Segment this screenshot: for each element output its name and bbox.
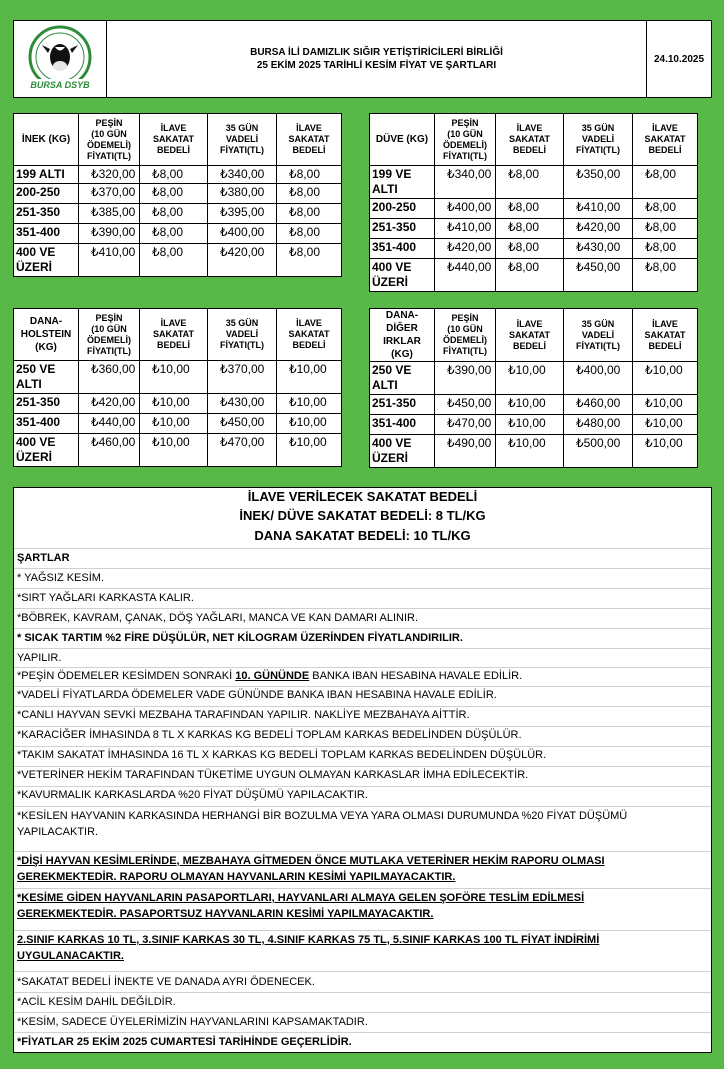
title-line-1: BURSA İLİ DAMIZLIK SIĞIR YETİŞTİRİCİLERİ BİRLİĞİ [250, 47, 503, 58]
weight-range-cell: 200-250 [370, 199, 435, 219]
duve-price-table [369, 113, 698, 292]
condition-item: *KARACİĞER İMHASINDA 8 TL X KARKAS KG BEDELİ TOPLAM KARKAS BEDELİNDEN DÜŞÜLÜR. [17, 729, 522, 741]
column-header: 35 GÜN VADELİ FİYATI(TL) [208, 114, 277, 166]
price-cell: ₺8,00 [633, 166, 698, 199]
price-cell: ₺10,00 [140, 414, 208, 434]
weight-range-cell: 351-400 [14, 224, 79, 244]
price-cell: ₺10,00 [633, 435, 698, 468]
price-cell: ₺390,00 [79, 224, 140, 244]
price-cell: ₺8,00 [140, 224, 208, 244]
table-row [14, 394, 342, 414]
price-cell: ₺410,00 [435, 219, 496, 239]
condition-item: *KESİLEN HAYVANIN KARKASINDA HERHANGİ BİR BOZULMA VEYA YARA OLMASI DURUMUNDA %20 FİYAT DÜŞÜMÜ YAPILACAKTIR. [17, 810, 628, 838]
price-cell: ₺440,00 [79, 414, 140, 434]
price-cell: ₺320,00 [79, 166, 140, 184]
weight-range-cell: 199 ALTI [14, 166, 79, 184]
inek-price-table [13, 113, 342, 277]
price-cell: ₺8,00 [633, 219, 698, 239]
header [13, 20, 712, 98]
price-cell: ₺480,00 [564, 415, 633, 435]
price-cell: ₺8,00 [633, 239, 698, 259]
table-row [370, 166, 698, 199]
column-header: 35 GÜN VADELİ FİYATI(TL) [564, 309, 633, 362]
column-header: 35 GÜN VADELİ FİYATI(TL) [564, 114, 633, 166]
column-header: DANA- HOLSTEIN (KG) [14, 309, 79, 361]
price-cell: ₺380,00 [208, 184, 277, 204]
price-cell: ₺10,00 [140, 361, 208, 394]
price-cell: ₺10,00 [277, 361, 342, 394]
condition-item: *CANLI HAYVAN SEVKİ MEZBAHA TARAFINDAN YAPILIR. NAKLİYE MEZBAHAYA AİTTİR. [17, 709, 470, 721]
column-header: 35 GÜN VADELİ FİYATI(TL) [208, 309, 277, 361]
price-cell: ₺400,00 [435, 199, 496, 219]
price-cell: ₺10,00 [496, 395, 564, 415]
table-row [370, 199, 698, 219]
column-header: İLAVE SAKATAT BEDELİ [633, 309, 698, 362]
price-cell: ₺10,00 [277, 394, 342, 414]
conditions-title: ŞARTLAR [17, 552, 70, 564]
table-row [14, 184, 342, 204]
column-header: PEŞİN (10 GÜN ÖDEMELİ) FİYATI(TL) [435, 309, 496, 362]
condition-item: *TAKIM SAKATAT İMHASINDA 16 TL X KARKAS KG BEDELİ TOPLAM KARKAS BEDELİNDEN DÜŞÜLÜR. [17, 749, 547, 761]
condition-item: *KESİME GİDEN HAYVANLARIN PASAPORTLARI, HAYVANLARI ALMAYA GELEN ŞOFÖRE TESLİM EDİLMESİ GEREKMEKTEDİR. PASAPORTSUZ HAYVANLARIN KESİMİ YAPILMAYACAKTIR. [17, 892, 585, 920]
weight-range-cell: 251-350 [370, 219, 435, 239]
weight-range-cell: 250 VE ALTI [370, 362, 435, 395]
price-cell: ₺8,00 [633, 259, 698, 292]
conditions-panel [13, 487, 712, 1053]
price-cell: ₺420,00 [435, 239, 496, 259]
bursa-dsyb-logo [14, 21, 107, 97]
price-cell: ₺410,00 [79, 244, 140, 277]
price-cell: ₺8,00 [496, 239, 564, 259]
price-cell: ₺10,00 [496, 435, 564, 468]
weight-range-cell: 199 VE ALTI [370, 166, 435, 199]
column-header: İLAVE SAKATAT BEDELİ [277, 309, 342, 361]
table-row [370, 259, 698, 292]
table-row [14, 166, 342, 184]
weight-range-cell: 400 VE ÜZERİ [370, 435, 435, 468]
price-cell: ₺400,00 [208, 224, 277, 244]
weight-range-cell: 400 VE ÜZERİ [14, 244, 79, 277]
condition-item: * YAĞSIZ KESİM. [17, 572, 105, 584]
price-cell: ₺8,00 [496, 219, 564, 239]
price-cell: ₺10,00 [496, 415, 564, 435]
table-row [370, 239, 698, 259]
price-cell: ₺360,00 [79, 361, 140, 394]
condition-item: *KESİM, SADECE ÜYELERİMİZİN HAYVANLARINI KAPSAMAKTADIR. [17, 1016, 368, 1028]
condition-item: *BÖBREK, KAVRAM, ÇANAK, DÖŞ YAĞLARI, MANCA VE KAN DAMARI ALINIR. [17, 612, 418, 624]
price-cell: ₺8,00 [277, 244, 342, 277]
logo-text: BURSA DSYB [30, 80, 90, 90]
table-row [14, 204, 342, 224]
condition-item: *VADELİ FİYATLARDA ÖDEMELER VADE GÜNÜNDE BANKA IBAN HESABINA HAVALE EDİLİR. [17, 689, 497, 701]
column-header: DANA-DİĞER IRKLAR (KG) [370, 309, 435, 362]
condition-item: * SICAK TARTIM %2 FİRE DÜŞÜLÜR, NET KİLOGRAM ÜZERİNDEN FİYATLANDIRILIR. [17, 632, 463, 644]
price-cell: ₺390,00 [435, 362, 496, 395]
weight-range-cell: 250 VE ALTI [14, 361, 79, 394]
table-row [14, 414, 342, 434]
price-cell: ₺10,00 [277, 434, 342, 467]
price-cell: ₺420,00 [208, 244, 277, 277]
weight-range-cell: 400 VE ÜZERİ [14, 434, 79, 467]
price-cell: ₺10,00 [633, 415, 698, 435]
price-cell: ₺8,00 [496, 259, 564, 292]
price-cell: ₺350,00 [564, 166, 633, 199]
condition-item: *SIRT YAĞLARI KARKASTA KALIR. [17, 592, 194, 604]
price-cell: ₺8,00 [140, 244, 208, 277]
price-cell: ₺450,00 [435, 395, 496, 415]
price-cell: ₺8,00 [496, 166, 564, 199]
condition-item: *ACİL KESİM DAHİL DEĞİLDİR. [17, 996, 176, 1008]
column-header: İLAVE SAKATAT BEDELİ [140, 114, 208, 166]
table-row [370, 435, 698, 468]
price-cell: ₺8,00 [140, 204, 208, 224]
price-cell: ₺470,00 [208, 434, 277, 467]
price-cell: ₺10,00 [496, 362, 564, 395]
cow-heifer-offal-price: İNEK/ DÜVE SAKATAT BEDELİ: 8 TL/KG [239, 508, 486, 523]
price-cell: ₺340,00 [435, 166, 496, 199]
logo-cell [14, 21, 107, 97]
date: 24.10.2025 [653, 53, 705, 65]
price-cell: ₺340,00 [208, 166, 277, 184]
price-cell: ₺10,00 [140, 394, 208, 414]
column-header: İLAVE SAKATAT BEDELİ [140, 309, 208, 361]
price-cell: ₺460,00 [79, 434, 140, 467]
condition-item: *SAKATAT BEDELİ İNEKTE VE DANADA AYRI ÖDENECEK. [17, 976, 315, 988]
column-header: İLAVE SAKATAT BEDELİ [496, 309, 564, 362]
price-cell: ₺8,00 [633, 199, 698, 219]
dana-holstein-price-table [13, 308, 342, 467]
price-cell: ₺450,00 [564, 259, 633, 292]
price-cell: ₺400,00 [564, 362, 633, 395]
condition-item: *KAVURMALIK KARKASLARDA %20 FİYAT DÜŞÜMÜ YAPILACAKTIR. [17, 789, 368, 801]
table-header-row [14, 114, 342, 166]
price-cell: ₺430,00 [208, 394, 277, 414]
table-header-row [14, 309, 342, 361]
weight-range-cell: 351-400 [370, 415, 435, 435]
price-cell: ₺385,00 [79, 204, 140, 224]
weight-range-cell: 351-400 [370, 239, 435, 259]
column-header: İLAVE SAKATAT BEDELİ [277, 114, 342, 166]
table-row [370, 395, 698, 415]
calf-offal-price: DANA SAKATAT BEDELİ: 10 TL/KG [254, 528, 471, 543]
condition-item: *FİYATLAR 25 EKİM 2025 CUMARTESİ TARİHİNDE GEÇERLİDİR. [17, 1036, 352, 1048]
price-cell: ₺8,00 [277, 166, 342, 184]
price-cell: ₺500,00 [564, 435, 633, 468]
condition-item: 2.SINIF KARKAS 10 TL, 3.SINIF KARKAS 30 TL, 4.SINIF KARKAS 75 TL, 5.SINIF KARKAS 100 TL FİYAT İNDİRİMİ UYGULANACAKTIR. [17, 934, 600, 962]
weight-range-cell: 200-250 [14, 184, 79, 204]
weight-range-cell: 251-350 [370, 395, 435, 415]
table-row [14, 361, 342, 394]
price-cell: ₺10,00 [633, 362, 698, 395]
column-header: İLAVE SAKATAT BEDELİ [633, 114, 698, 166]
price-cell: ₺8,00 [496, 199, 564, 219]
price-cell: ₺370,00 [79, 184, 140, 204]
price-cell: ₺8,00 [277, 204, 342, 224]
extra-offal-heading: İLAVE VERİLECEK SAKATAT BEDELİ [247, 489, 478, 504]
dana-diger-price-table [369, 308, 698, 468]
column-header: PEŞİN (10 GÜN ÖDEMELİ) FİYATI(TL) [79, 309, 140, 361]
table-row [14, 244, 342, 277]
weight-range-cell: 251-350 [14, 204, 79, 224]
price-cell: ₺8,00 [140, 184, 208, 204]
price-cell: ₺450,00 [208, 414, 277, 434]
price-cell: ₺430,00 [564, 239, 633, 259]
price-cell: ₺8,00 [140, 166, 208, 184]
price-cell: ₺370,00 [208, 361, 277, 394]
condition-item: *DİŞİ HAYVAN KESİMLERİNDE, MEZBAHAYA GİTMEDEN ÖNCE MUTLAKA VETERİNER HEKİM RAPORU OLMASI GEREKMEKTEDİR. RAPORU OLMAYAN HAYVANLARIN KESİMİ YAPILMAYACAKTIR. [17, 855, 605, 883]
price-cell: ₺490,00 [435, 435, 496, 468]
weight-range-cell: 400 VE ÜZERİ [370, 259, 435, 292]
condition-item: *PEŞİN ÖDEMELER KESİMDEN SONRAKİ 10. GÜNÜNDE BANKA IBAN HESABINA HAVALE EDİLİR. [17, 670, 523, 682]
price-cell: ₺10,00 [140, 434, 208, 467]
condition-item: *VETERİNER HEKİM TARAFINDAN TÜKETİME UYGUN OLMAYAN KARKASLAR İMHA EDİLECEKTİR. [17, 769, 529, 781]
price-cell: ₺460,00 [564, 395, 633, 415]
column-header: PEŞİN (10 GÜN ÖDEMELİ) FİYATI(TL) [79, 114, 140, 166]
table-row [370, 219, 698, 239]
price-cell: ₺440,00 [435, 259, 496, 292]
weight-range-cell: 351-400 [14, 414, 79, 434]
title-line-2: 25 EKİM 2025 TARİHLİ KESİM FİYAT VE ŞARTLARI [256, 60, 497, 71]
table-row [14, 224, 342, 244]
price-cell: ₺8,00 [277, 184, 342, 204]
column-header: İNEK (KG) [14, 114, 79, 166]
table-row [370, 362, 698, 395]
table-header-row [370, 114, 698, 166]
price-cell: ₺410,00 [564, 199, 633, 219]
title-cell [107, 21, 647, 97]
table-row [370, 415, 698, 435]
column-header: İLAVE SAKATAT BEDELİ [496, 114, 564, 166]
price-cell: ₺470,00 [435, 415, 496, 435]
price-cell: ₺10,00 [633, 395, 698, 415]
price-cell: ₺395,00 [208, 204, 277, 224]
table-row [14, 434, 342, 467]
price-cell: ₺10,00 [277, 414, 342, 434]
price-cell: ₺420,00 [564, 219, 633, 239]
price-cell: ₺8,00 [277, 224, 342, 244]
condition-item: YAPILIR. [17, 652, 62, 664]
table-header-row [370, 309, 698, 362]
column-header: DÜVE (KG) [370, 114, 435, 166]
column-header: PEŞİN (10 GÜN ÖDEMELİ) FİYATI(TL) [435, 114, 496, 166]
price-cell: ₺420,00 [79, 394, 140, 414]
weight-range-cell: 251-350 [14, 394, 79, 414]
